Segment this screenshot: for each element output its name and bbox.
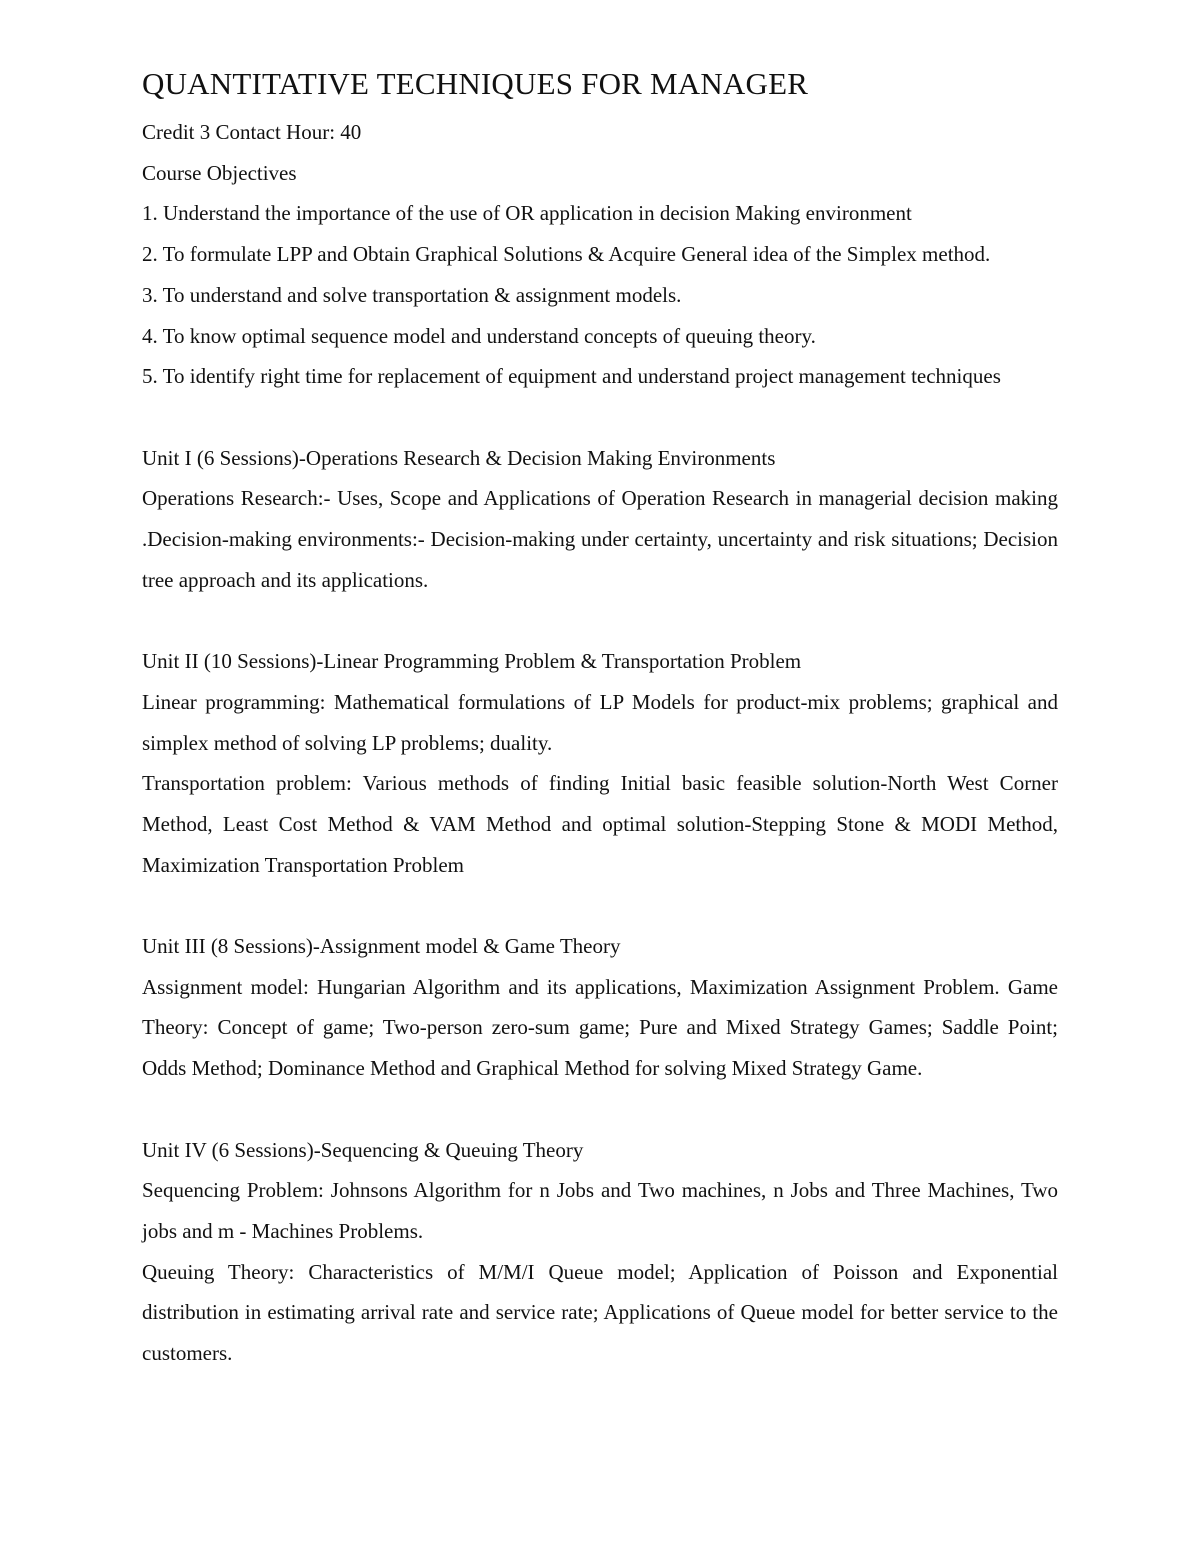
objective-item: 1. Understand the importance of the use of OR application in decision Making environment [142, 201, 912, 226]
section-spacer [142, 1089, 1058, 1130]
unit-paragraph: Linear programming: Mathematical formulations of LP Models for product-mix problems; graphical and simplex method of solving LP problems; duality. [142, 689, 1058, 755]
unit-paragraph: Assignment model: Hungarian Algorithm and its applications, Maximization Assignment Problem. Game Theory: Concept of game; Two-person zero-sum game; Pure and Mixed Strategy Games; Saddle Point; Odds Method; Dominance Method and Graphical Method for solving Mixed Strategy Game. [142, 974, 1058, 1081]
document-title: QUANTITATIVE TECHNIQUES FOR MANAGER [142, 66, 809, 101]
unit-paragraph: Queuing Theory: Characteristics of M/M/I Queue model; Application of Poisson and Exponential distribution in estimating arrival rate and service rate; Applications of Queue model for better service to the customers. [142, 1259, 1058, 1366]
unit-4-section [142, 1130, 1058, 1374]
document-content [142, 60, 1058, 1374]
section-spacer [142, 885, 1058, 926]
unit-paragraph: Operations Research:- Uses, Scope and Applications of Operation Research in managerial decision making .Decision-making environments:- Decision-making under certainty, uncertainty and risk situations; Decision tree approach and its applications. [142, 486, 1058, 592]
objectives-heading: Course Objectives [142, 160, 297, 185]
unit-paragraph: Sequencing Problem: Johnsons Algorithm for n Jobs and Two machines, n Jobs and Three Machines, Two jobs and m - Machines Problems. [142, 1178, 1058, 1243]
objective-item: 5. To identify right time for replacement of equipment and understand project management techniques [142, 364, 1001, 389]
objective-item: 4. To know optimal sequence model and understand concepts of queuing theory. [142, 323, 816, 348]
unit-heading: Unit IV (6 Sessions)-Sequencing & Queuing Theory [142, 1137, 584, 1162]
objectives-list [142, 193, 1058, 397]
section-spacer [142, 397, 1058, 438]
unit-paragraph: Transportation problem: Various methods of finding Initial basic feasible solution-North West Corner Method, Least Cost Method & VAM Method and optimal solution-Stepping Stone & MODI Method, Maximization Transportation Problem [142, 771, 1058, 877]
unit-heading: Unit II (10 Sessions)-Linear Programming Problem & Transportation Problem [142, 649, 802, 674]
section-spacer [142, 600, 1058, 641]
unit-heading: Unit I (6 Sessions)-Operations Research & Decision Making Environments [142, 445, 776, 470]
objective-item: 3. To understand and solve transportation & assignment models. [142, 282, 682, 307]
objective-item: 2. To formulate LPP and Obtain Graphical Solutions & Acquire General idea of the Simplex method. [142, 242, 991, 267]
unit-3-section [142, 926, 1058, 1089]
unit-heading: Unit III (8 Sessions)-Assignment model & Game Theory [142, 934, 621, 959]
unit-2-section [142, 641, 1058, 885]
credit-line: Credit 3 Contact Hour: 40 [142, 120, 362, 144]
unit-1-section [142, 438, 1058, 601]
